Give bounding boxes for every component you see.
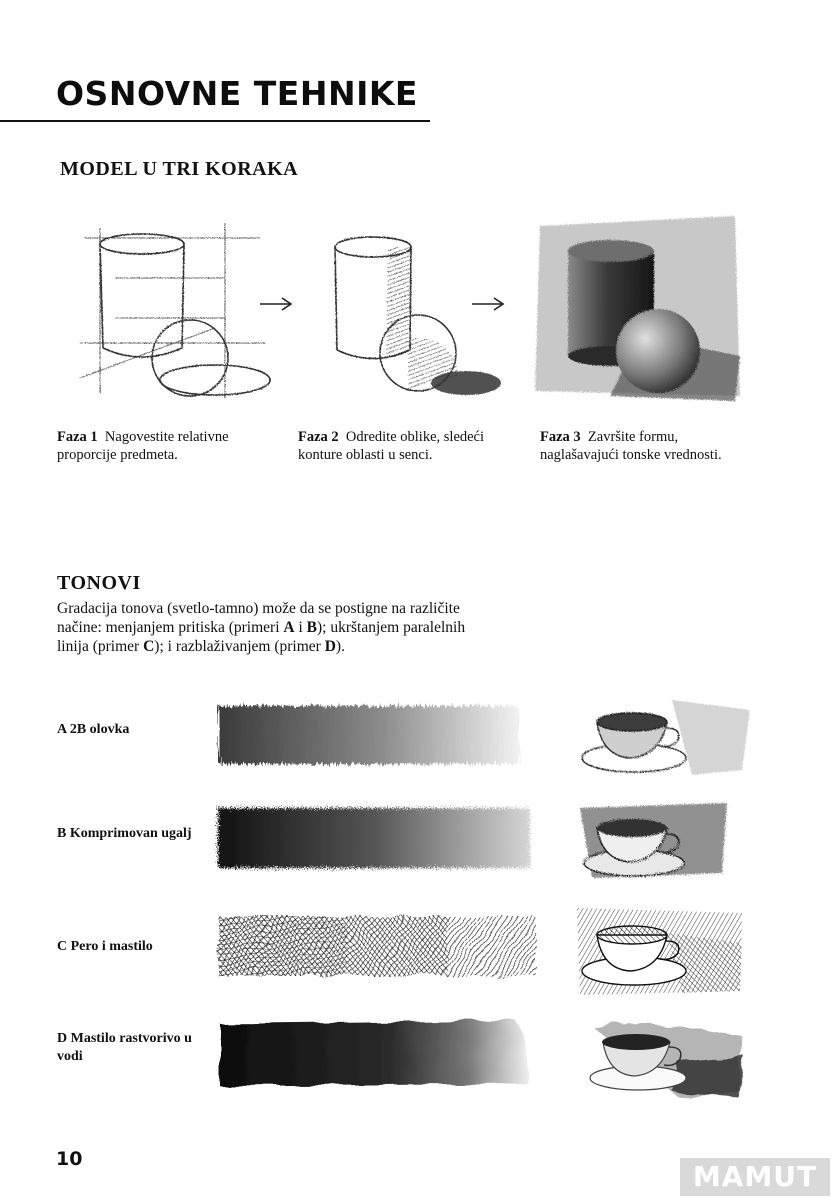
cup-charcoal-drawing (572, 798, 732, 888)
step-1-caption (57, 428, 272, 464)
intro-ref-c: C (143, 638, 155, 655)
intro-ref-d: D (324, 638, 336, 655)
step-3-sketch (530, 196, 745, 406)
tool-label-b: B Komprimovan ugalj (57, 826, 192, 841)
intro-ref-b: B (306, 619, 318, 636)
arrow-right-icon (470, 296, 506, 312)
step-2-sketch (318, 225, 503, 405)
intro-text: ); i razblaživanjem (primer (154, 638, 325, 655)
cup-ink-wash-drawing (578, 1012, 748, 1102)
intro-text: Gradacija tonova (svetlo-tamno) može da se postigne na različite načine: menjanjem pritiska (primeri (57, 600, 460, 636)
step-2-caption (298, 428, 513, 464)
tones-heading: TONOVI (57, 572, 141, 594)
step-2-label: Faza 2 (298, 429, 339, 445)
title-underline (0, 120, 430, 122)
intro-text: ); ukrštanjem paralelnih linija (primer (57, 619, 466, 655)
tone-strip-charcoal (212, 800, 537, 875)
intro-ref-a: A (283, 619, 295, 636)
step-1-text: Nagovestite relativne proporcije predmeta. (57, 429, 229, 463)
page-title: OSNOVNE TEHNIKE (56, 74, 418, 113)
tool-label-c: C Pero i mastilo (57, 939, 153, 954)
step-3-caption (540, 428, 755, 464)
arrow-right-icon (258, 296, 294, 312)
tones-intro (57, 599, 497, 656)
tool-label-d: D Mastilo rastvorivo u vodi (57, 1031, 192, 1064)
step-1-sketch (75, 218, 280, 408)
model-heading: MODEL U TRI KORAKA (60, 158, 299, 180)
tone-strip-pen-ink (214, 910, 539, 982)
step-3-text: Završite formu, naglašavajući tonske vrednosti. (540, 429, 722, 463)
step-2-text: Odredite oblike, sledeći konture oblasti u senci. (298, 429, 485, 463)
step-3-label: Faza 3 (540, 429, 581, 445)
step-1-label: Faza 1 (57, 429, 98, 445)
tone-strip-ink-wash (215, 1016, 535, 1091)
intro-text: i (294, 619, 307, 636)
cup-pen-ink-drawing (572, 903, 747, 998)
cup-pencil-drawing (572, 690, 752, 785)
tone-strip-pencil (215, 700, 527, 770)
page-number: 10 (56, 1148, 83, 1170)
watermark-logo: MAMUT (680, 1158, 830, 1196)
tool-label-a: A 2B olovka (57, 722, 130, 737)
intro-text: ). (335, 638, 345, 655)
